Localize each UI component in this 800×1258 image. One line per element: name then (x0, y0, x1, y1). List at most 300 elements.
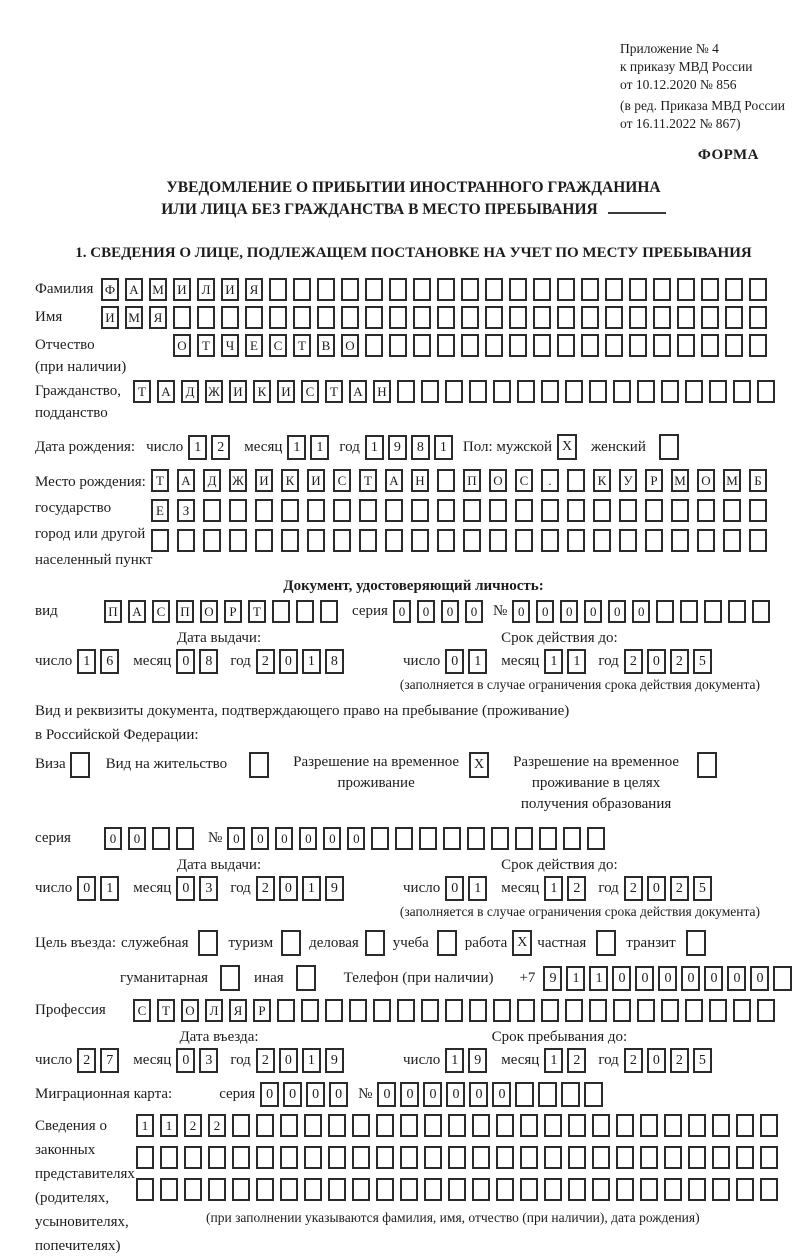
profession-label: Профессия (35, 1002, 106, 1018)
char-cell (256, 1178, 274, 1201)
char-cell (515, 529, 533, 552)
rvp-series-label: серия (35, 830, 71, 846)
form-title-line2: ИЛИ ЛИЦА БЕЗ ГРАЖДАНСТВА В МЕСТО ПРЕБЫВАНИЯ (35, 199, 792, 221)
char-cell (496, 1146, 514, 1169)
doc-issue-year (256, 649, 348, 674)
rvp-checkbox: X (469, 752, 489, 778)
char-cell (645, 529, 663, 552)
citizenship-cells (133, 380, 781, 403)
doc-expiry-day (445, 649, 491, 674)
doc-issue-col: Дата выдачи: число 1 6 месяц 0 8 год 2 0 1 8 (35, 630, 403, 674)
char-cell (272, 600, 290, 623)
char-cell: 0 (536, 600, 554, 623)
char-cell (485, 334, 503, 357)
doc-series-cells (393, 600, 489, 623)
char-cell: 0 (423, 1082, 442, 1107)
char-cell: 9 (543, 966, 562, 991)
char-cell (448, 1114, 466, 1137)
char-cell (395, 827, 413, 850)
purpose-private-label: частная (537, 934, 587, 951)
char-cell (173, 306, 191, 329)
char-cell (613, 380, 631, 403)
char-cell: Я (229, 999, 247, 1022)
char-cell (653, 334, 671, 357)
char-cell (757, 380, 775, 403)
char-cell: А (128, 600, 146, 623)
mig-number-label: № (358, 1086, 373, 1102)
char-cell: 0 (441, 600, 459, 623)
purpose-business-label: служебная (120, 934, 189, 951)
char-cell (411, 529, 429, 552)
char-cell: 0 (283, 1082, 302, 1107)
char-cell: 0 (323, 827, 341, 850)
char-cell: И (101, 306, 119, 329)
char-cell (255, 529, 273, 552)
char-cell (541, 499, 559, 522)
char-cell (421, 380, 439, 403)
char-cell: 1 (544, 876, 563, 901)
char-cell (680, 600, 698, 623)
char-cell: Ж (229, 469, 247, 492)
char-cell (749, 306, 767, 329)
purpose-transit-label: транзит (626, 934, 676, 951)
char-cell: И (255, 469, 273, 492)
birth-place-block (35, 469, 792, 573)
residence-permit-checkbox (249, 752, 269, 778)
char-cell (733, 380, 751, 403)
char-cell: 0 (465, 600, 483, 623)
char-cell (544, 1178, 562, 1201)
char-cell (376, 1178, 394, 1201)
char-cell (445, 380, 463, 403)
char-cell (605, 334, 623, 357)
char-cell: 1 (544, 1048, 563, 1073)
char-cell (760, 1146, 778, 1169)
day-label: число (146, 438, 184, 455)
char-cell (605, 306, 623, 329)
char-cell (328, 1114, 346, 1137)
doc-kind-row (35, 600, 792, 623)
char-cell: Т (293, 334, 311, 357)
char-cell (304, 1178, 322, 1201)
name-label: Имя (35, 309, 63, 325)
char-cell: К (593, 469, 611, 492)
char-cell (397, 999, 415, 1022)
char-cell (541, 999, 559, 1022)
char-cell (160, 1146, 178, 1169)
char-cell (712, 1146, 730, 1169)
char-cell (616, 1146, 634, 1169)
entry-day (77, 1048, 123, 1073)
char-cell: О (200, 600, 218, 623)
mig-series-cells (260, 1082, 352, 1107)
birth-place-cells-2 (151, 499, 775, 522)
char-cell (467, 827, 485, 850)
char-cell (589, 999, 607, 1022)
char-cell: 2 (256, 649, 275, 674)
char-cell: П (176, 600, 194, 623)
char-cell (637, 380, 655, 403)
char-cell (704, 600, 722, 623)
stay-day (445, 1048, 491, 1073)
char-cell: 0 (176, 876, 195, 901)
char-cell: К (281, 469, 299, 492)
char-cell (565, 380, 583, 403)
char-cell: А (385, 469, 403, 492)
issue-date-caption: Дата выдачи: (176, 630, 262, 646)
char-cell (389, 278, 407, 301)
stay-month (544, 1048, 590, 1073)
char-cell (208, 1178, 226, 1201)
identity-doc-heading: Документ, удостоверяющий личность: (283, 578, 544, 594)
char-cell: 0 (377, 1082, 396, 1107)
char-cell: 1 (468, 876, 487, 901)
char-cell (208, 1146, 226, 1169)
char-cell (709, 380, 727, 403)
char-cell: Б (749, 469, 767, 492)
char-cell: А (125, 278, 143, 301)
section1-heading: 1. СВЕДЕНИЯ О ЛИЦЕ, ПОДЛЕЖАЩЕМ ПОСТАНОВКЕ НА УЧЕТ ПО МЕСТУ ПРЕБЫВАНИЯ (75, 245, 752, 261)
char-cell: 0 (612, 966, 631, 991)
resident-doc-checkboxes (35, 752, 792, 815)
char-cell: Т (325, 380, 343, 403)
doc-expiry-year (624, 649, 716, 674)
char-cell (229, 499, 247, 522)
char-cell (411, 499, 429, 522)
char-cell (424, 1114, 442, 1137)
rvp-number-label: № (208, 830, 223, 846)
char-cell: 0 (400, 1082, 419, 1107)
char-cell (448, 1146, 466, 1169)
char-cell (567, 469, 585, 492)
char-cell: Ж (205, 380, 223, 403)
char-cell (229, 529, 247, 552)
char-cell: 0 (329, 1082, 348, 1107)
char-cell: З (177, 499, 195, 522)
surname-label: Фамилия (35, 281, 94, 297)
char-cell (640, 1146, 658, 1169)
char-cell (461, 278, 479, 301)
char-cell: 1 (365, 435, 384, 460)
char-cell: 0 (176, 649, 195, 674)
char-cell (733, 999, 751, 1022)
char-cell (661, 380, 679, 403)
char-cell (389, 306, 407, 329)
char-cell (320, 600, 338, 623)
purpose-row (35, 930, 792, 956)
char-cell: С (515, 469, 533, 492)
char-cell (389, 334, 407, 357)
char-cell: М (149, 278, 167, 301)
char-cell (587, 827, 605, 850)
char-cell: Я (245, 278, 263, 301)
char-cell (496, 1114, 514, 1137)
char-cell: 2 (184, 1114, 202, 1137)
char-cell (365, 278, 383, 301)
stay-until-col: Срок пребывания до: число 1 9 месяц 1 2 год 2 0 2 5 (403, 1029, 716, 1073)
char-cell (341, 278, 359, 301)
char-cell (280, 1146, 298, 1169)
resident-doc-line2: в Российской Федерации: (35, 727, 199, 743)
edition-line: (в ред. Приказа МВД России (620, 98, 785, 113)
char-cell (437, 278, 455, 301)
char-cell (469, 999, 487, 1022)
char-cell (544, 1146, 562, 1169)
char-cell (328, 1146, 346, 1169)
char-cell: М (125, 306, 143, 329)
rvp-dates-row (35, 857, 792, 901)
forma-label: ФОРМА (697, 147, 759, 163)
patronymic-label: Отчество (при наличии) (35, 334, 173, 378)
char-cell (613, 999, 631, 1022)
rvp-expiry-day (445, 876, 491, 901)
char-cell: 1 (287, 435, 306, 460)
char-cell (541, 380, 559, 403)
char-cell (568, 1178, 586, 1201)
char-cell: 0 (560, 600, 578, 623)
char-cell: 8 (325, 649, 344, 674)
entry-month (176, 1048, 222, 1073)
char-cell (677, 306, 695, 329)
char-cell (485, 278, 503, 301)
char-cell (533, 278, 551, 301)
rvp-expiry-year (624, 876, 716, 901)
doc-kind-cells (104, 600, 344, 623)
phone-label: Телефон (при наличии) (343, 969, 494, 986)
char-cell (664, 1114, 682, 1137)
char-cell (688, 1146, 706, 1169)
char-cell (736, 1146, 754, 1169)
char-cell (760, 1114, 778, 1137)
rvp-issue-month (176, 876, 222, 901)
char-cell: С (333, 469, 351, 492)
char-cell: О (181, 999, 199, 1022)
char-cell: С (269, 334, 287, 357)
char-cell: В (317, 334, 335, 357)
char-cell: 0 (279, 649, 298, 674)
char-cell (592, 1114, 610, 1137)
char-cell: П (463, 469, 481, 492)
char-cell (463, 499, 481, 522)
doc-number-cells (512, 600, 776, 623)
char-cell (629, 334, 647, 357)
char-cell (359, 499, 377, 522)
char-cell: 0 (176, 1048, 195, 1073)
char-cell (616, 1114, 634, 1137)
char-cell: 1 (566, 966, 585, 991)
char-cell (152, 827, 170, 850)
char-cell (177, 529, 195, 552)
char-cell (517, 380, 535, 403)
birth-month-cells (287, 435, 333, 460)
char-cell: И (277, 380, 295, 403)
char-cell (333, 499, 351, 522)
gender-female-label: женский (591, 438, 646, 455)
birth-date-label: Дата рождения: (35, 438, 136, 455)
char-cell: Т (197, 334, 215, 357)
char-cell (400, 1114, 418, 1137)
char-cell (424, 1178, 442, 1201)
char-cell (151, 529, 169, 552)
char-cell: 0 (417, 600, 435, 623)
birth-place-cells-1 (151, 469, 775, 492)
char-cell: 0 (681, 966, 700, 991)
char-cell (437, 334, 455, 357)
purpose-humanitarian-checkbox (220, 965, 240, 991)
char-cell (541, 529, 559, 552)
char-cell (365, 306, 383, 329)
char-cell: У (619, 469, 637, 492)
patronymic-row (35, 334, 792, 378)
char-cell: 5 (693, 876, 712, 901)
entry-dates-row (35, 1029, 792, 1073)
char-cell: 2 (256, 1048, 275, 1073)
char-cell (509, 306, 527, 329)
title-underline (608, 201, 666, 214)
char-cell (489, 499, 507, 522)
char-cell (400, 1146, 418, 1169)
char-cell (136, 1178, 154, 1201)
char-cell (413, 306, 431, 329)
char-cell: Ч (221, 334, 239, 357)
purpose-other-checkbox (296, 965, 316, 991)
visa-label: Виза (35, 756, 66, 772)
char-cell: 1 (468, 649, 487, 674)
char-cell: С (152, 600, 170, 623)
char-cell: 0 (306, 1082, 325, 1107)
char-cell: И (229, 380, 247, 403)
month-label: месяц (244, 438, 283, 455)
phone-cells (543, 966, 796, 991)
char-cell: 0 (647, 1048, 666, 1073)
char-cell (520, 1114, 538, 1137)
char-cell (749, 334, 767, 357)
char-cell (493, 380, 511, 403)
char-cell: 1 (302, 1048, 321, 1073)
char-cell (232, 1114, 250, 1137)
surname-cells (101, 278, 773, 301)
char-cell (557, 278, 575, 301)
char-cell (515, 499, 533, 522)
char-cell (293, 306, 311, 329)
char-cell (352, 1178, 370, 1201)
char-cell (365, 334, 383, 357)
char-cell (255, 499, 273, 522)
char-cell (463, 529, 481, 552)
profession-row (35, 999, 792, 1022)
char-cell (656, 600, 674, 623)
rvp-education-label: Разрешение на временное проживание в целях получения образования (513, 754, 680, 812)
char-cell: 2 (567, 876, 586, 901)
char-cell (232, 1178, 250, 1201)
char-cell (619, 529, 637, 552)
char-cell: 9 (388, 435, 407, 460)
rvp-label: Разрешение на временное проживание (293, 754, 460, 791)
mig-number-cells (377, 1082, 607, 1107)
char-cell (515, 827, 533, 850)
char-cell: 2 (211, 435, 230, 460)
profession-cells (133, 999, 781, 1022)
char-cell (538, 1082, 557, 1107)
birth-date-row (35, 434, 792, 460)
char-cell: 0 (299, 827, 317, 850)
char-cell: Д (181, 380, 199, 403)
char-cell (385, 499, 403, 522)
patronymic-note: (при наличии) (35, 359, 127, 375)
char-cell: 0 (260, 1082, 279, 1107)
char-cell (584, 1082, 603, 1107)
representatives-cells-col (136, 1114, 784, 1226)
char-cell (619, 499, 637, 522)
char-cell: Т (248, 600, 266, 623)
char-cell: 7 (100, 1048, 119, 1073)
char-cell: Е (245, 334, 263, 357)
char-cell: 9 (325, 1048, 344, 1073)
char-cell: 0 (445, 876, 464, 901)
purpose-work-checkbox: X (512, 930, 532, 956)
char-cell (304, 1146, 322, 1169)
char-cell: 0 (469, 1082, 488, 1107)
char-cell (629, 278, 647, 301)
visa-checkbox (70, 752, 90, 778)
char-cell: Я (149, 306, 167, 329)
char-cell (653, 306, 671, 329)
char-cell (269, 306, 287, 329)
char-cell: 3 (199, 1048, 218, 1073)
char-cell (653, 278, 671, 301)
migration-card-row (35, 1082, 792, 1107)
char-cell (413, 334, 431, 357)
char-cell (557, 334, 575, 357)
purpose-business-checkbox (198, 930, 218, 956)
char-cell (437, 469, 455, 492)
char-cell (280, 1178, 298, 1201)
char-cell (184, 1178, 202, 1201)
char-cell (281, 529, 299, 552)
char-cell (752, 600, 770, 623)
name-row (35, 306, 792, 329)
char-cell (640, 1178, 658, 1201)
appendix-line: Приложение № 4 (620, 41, 719, 56)
char-cell (160, 1178, 178, 1201)
char-cell (712, 1178, 730, 1201)
char-cell (413, 278, 431, 301)
char-cell (301, 999, 319, 1022)
representatives-cells-2 (136, 1146, 784, 1169)
char-cell (280, 1114, 298, 1137)
char-cell: 0 (446, 1082, 465, 1107)
char-cell (712, 1114, 730, 1137)
stay-year (624, 1048, 716, 1073)
name-cells (101, 306, 773, 329)
mig-series-label: серия (219, 1086, 256, 1102)
rvp-education-checkbox (697, 752, 717, 778)
char-cell: 1 (589, 966, 608, 991)
char-cell (645, 499, 663, 522)
char-cell (472, 1114, 490, 1137)
char-cell (493, 999, 511, 1022)
char-cell: Н (373, 380, 391, 403)
char-cell (520, 1146, 538, 1169)
representatives-cells-1 (136, 1114, 784, 1137)
char-cell: 2 (670, 1048, 689, 1073)
char-cell: 0 (104, 827, 122, 850)
char-cell (757, 999, 775, 1022)
entry-year (256, 1048, 348, 1073)
representatives-cells-3 (136, 1178, 784, 1201)
char-cell (749, 278, 767, 301)
resident-doc-line1: Вид и реквизиты документа, подтверждающего право на пребывание (проживание) (35, 703, 570, 719)
